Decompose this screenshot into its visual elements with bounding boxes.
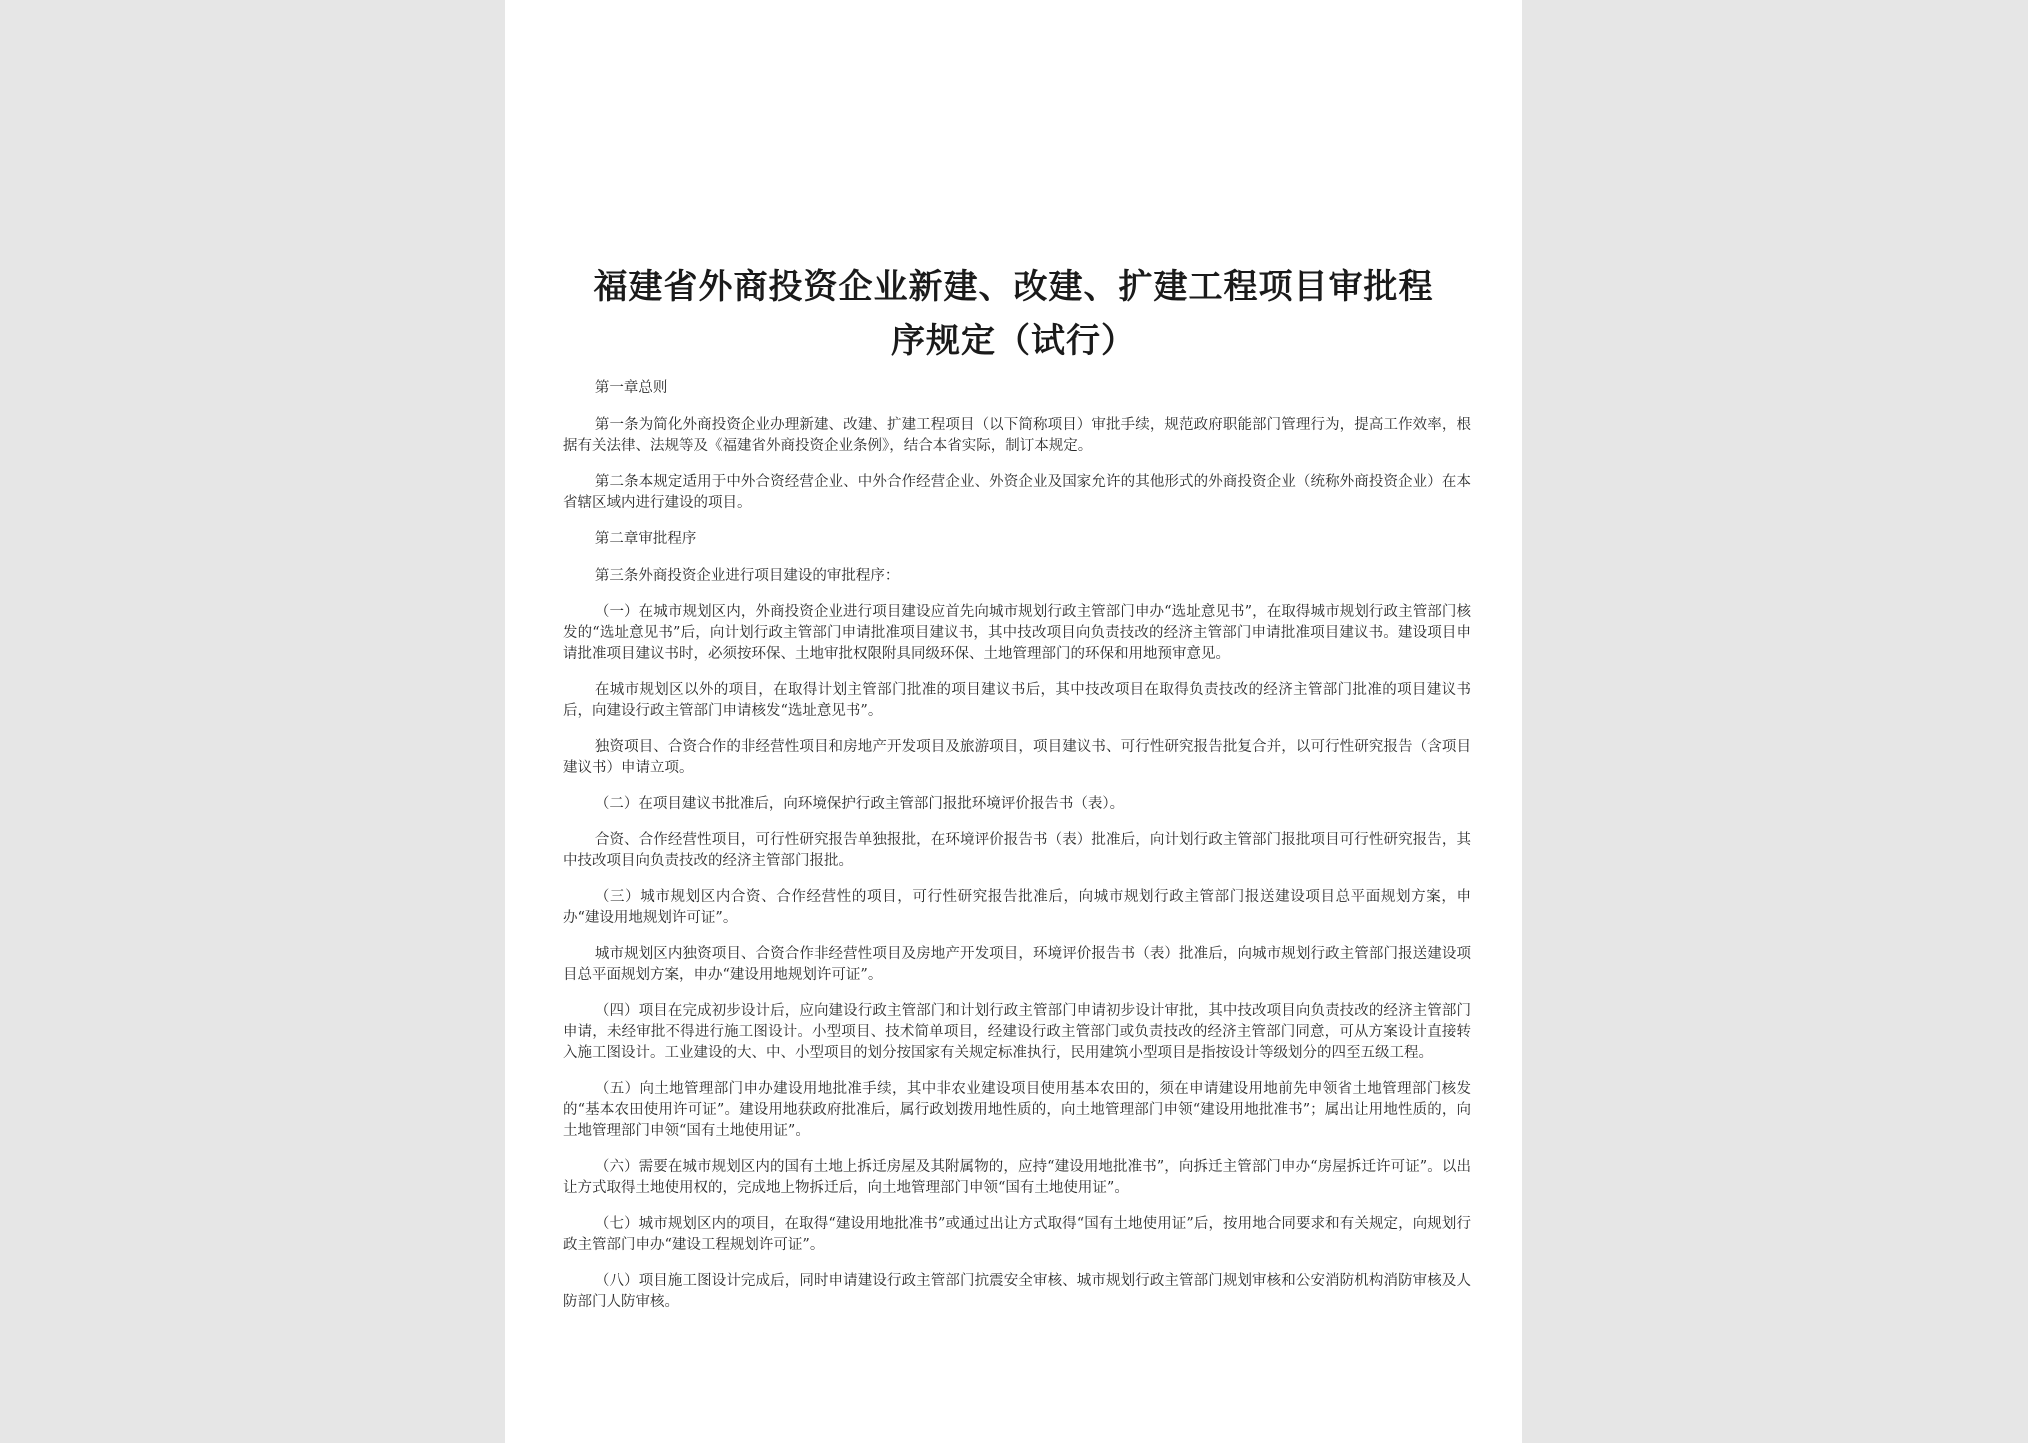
chapter-heading: 第一章总则 xyxy=(594,380,668,396)
paragraph: （六）需要在城市规划区内的国有土地上拆迁房屋及其附属物的，应持“建设用地批准书”，向拆迁主管部门申办“房屋拆迁许可证”。以出让方式取得土地使用权的，完成地上物拆迁后，向土地管理部门申领“国有土地使用证”。 xyxy=(563,1159,1471,1196)
paragraph: 第二条本规定适用于中外合资经营企业、中外合作经营企业、外资企业及国家允许的其他形式的外商投资企业（统称外商投资企业）在本省辖区域内进行建设的项目。 xyxy=(563,474,1471,511)
paragraph: 独资项目、合资合作的非经营性项目和房地产开发项目及旅游项目，项目建议书、可行性研究报告批复合并，以可行性研究报告（含项目建议书）申请立项。 xyxy=(563,739,1471,776)
paragraph: （三）城市规划区内合资、合作经营性的项目，可行性研究报告批准后，向城市规划行政主管部门报送建设项目总平面规划方案，申办“建设用地规划许可证”。 xyxy=(563,889,1471,926)
document-body xyxy=(563,378,1471,1328)
paragraph: （八）项目施工图设计完成后，同时申请建设行政主管部门抗震安全审核、城市规划行政主管部门规划审核和公安消防机构消防审核及人防部门人防审核。 xyxy=(563,1273,1471,1310)
paragraph: （七）城市规划区内的项目，在取得“建设用地批准书”或通过出让方式取得“国有土地使用证”后，按用地合同要求和有关规定，向规划行政主管部门申办“建设工程规划许可证”。 xyxy=(563,1216,1471,1253)
paragraph: 在城市规划区以外的项目，在取得计划主管部门批准的项目建议书后，其中技改项目在取得负责技改的经济主管部门批准的项目建议书后，向建设行政主管部门申请核发“选址意见书”。 xyxy=(563,682,1471,719)
title-line-1: 福建省外商投资企业新建、改建、扩建工程项目审批程 xyxy=(593,267,1434,307)
title-line-2: 序规定（试行） xyxy=(891,321,1136,361)
document-title xyxy=(565,260,1462,368)
paragraph: 合资、合作经营性项目，可行性研究报告单独报批，在环境评价报告书（表）批准后，向计划行政主管部门报批项目可行性研究报告，其中技改项目向负责技改的经济主管部门报批。 xyxy=(563,832,1471,869)
paragraph: 第一条为简化外商投资企业办理新建、改建、扩建工程项目（以下简称项目）审批手续，规范政府职能部门管理行为，提高工作效率，根据有关法律、法规等及《福建省外商投资企业条例》，结合本省实际，制订本规定。 xyxy=(563,417,1471,454)
chapter-heading: 第二章审批程序 xyxy=(594,531,697,547)
paragraph: （二）在项目建议书批准后，向环境保护行政主管部门报批环境评价报告书（表）。 xyxy=(594,796,1125,812)
paragraph: 城市规划区内独资项目、合资合作非经营性项目及房地产开发项目，环境评价报告书（表）批准后，向城市规划行政主管部门报送建设项目总平面规划方案，申办“建设用地规划许可证”。 xyxy=(563,946,1471,983)
paragraph: （五）向土地管理部门申办建设用地批准手续，其中非农业建设项目使用基本农田的，须在申请建设用地前先申领省土地管理部门核发的“基本农田使用许可证”。建设用地获政府批准后，属行政划拨用地性质的，向土地管理部门申领“建设用地批准书”；属出让用地性质的，向土地管理部门申领“国有土地使用证”。 xyxy=(563,1081,1471,1139)
paragraph: （四）项目在完成初步设计后，应向建设行政主管部门和计划行政主管部门申请初步设计审批，其中技改项目向负责技改的经济主管部门申请，未经审批不得进行施工图设计。小型项目、技术简单项目，经建设行政主管部门或负责技改的经济主管部门同意，可从方案设计直接转入施工图设计。工业建设的大、中、小型项目的划分按国家有关规定标准执行，民用建筑小型项目是指按设计等级划分的四至五级工程。 xyxy=(563,1003,1471,1061)
document-page xyxy=(505,0,1522,1443)
paragraph: 第三条外商投资企业进行项目建设的审批程序： xyxy=(594,568,900,584)
paragraph: （一）在城市规划区内，外商投资企业进行项目建设应首先向城市规划行政主管部门申办“选址意见书”，在取得城市规划行政主管部门核发的“选址意见书”后，向计划行政主管部门申请批准项目建议书，其中技改项目向负责技改的经济主管部门申请批准项目建议书。建设项目申请批准项目建议书时，必须按环保、土地审批权限附具同级环保、土地管理部门的环保和用地预审意见。 xyxy=(563,604,1471,662)
